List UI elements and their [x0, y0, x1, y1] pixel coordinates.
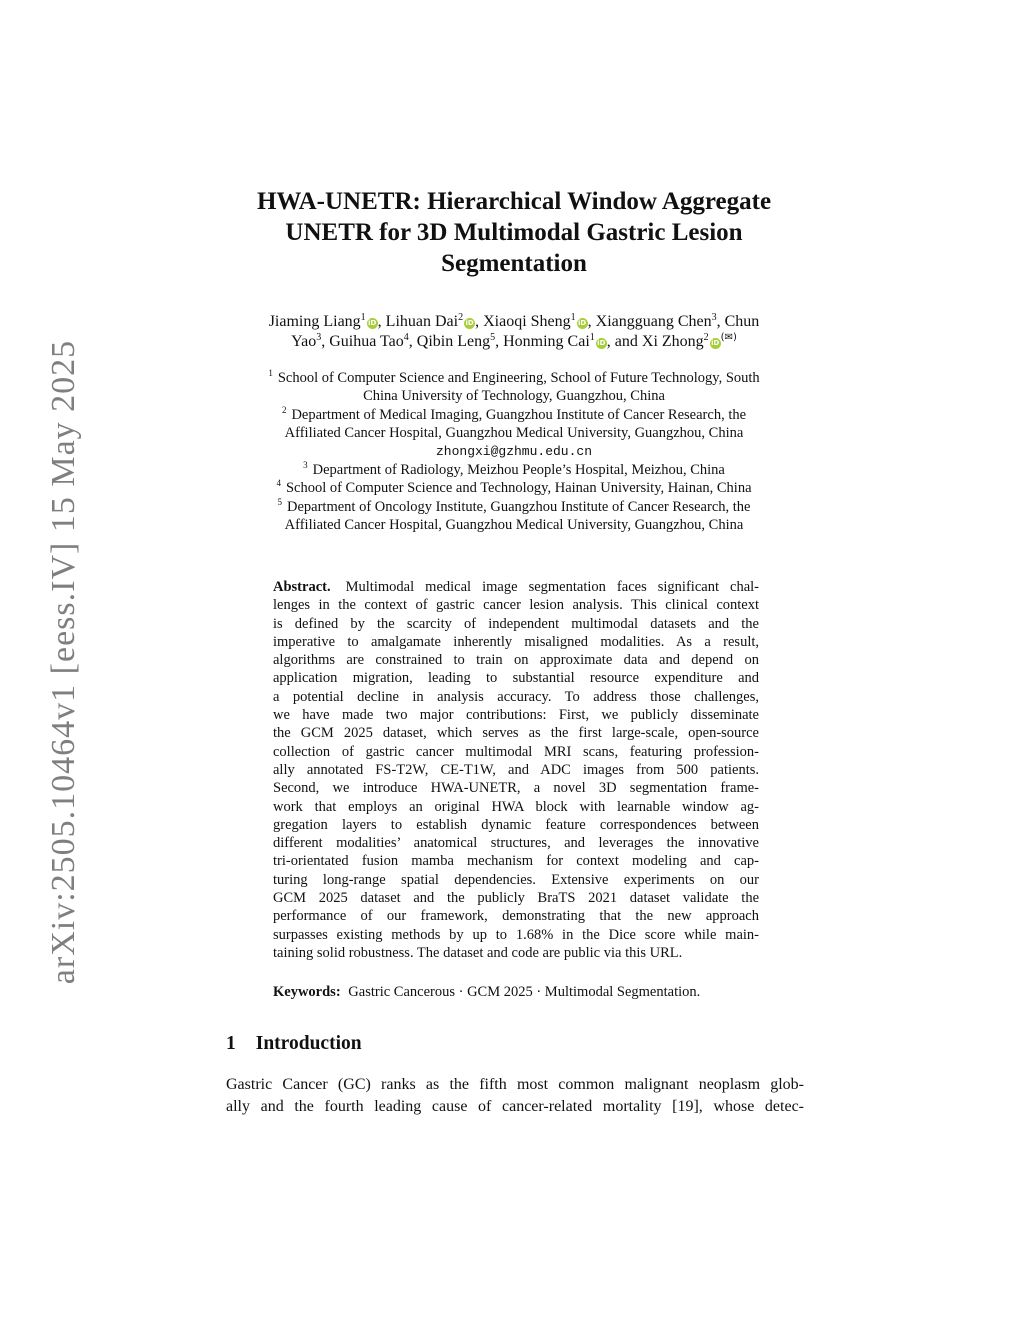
- paper-title: [200, 186, 828, 279]
- author-separator: ,: [377, 313, 386, 330]
- abstract-line-text: Multimodal medical image segmentation faces significant chal-: [345, 579, 759, 595]
- author-affil-sup: 2: [703, 332, 709, 343]
- abstract-line: collection of gastric cancer multimodal MRI scans, featuring profession-: [273, 743, 759, 760]
- orcid-icon: iD: [711, 339, 720, 347]
- author-line: [200, 312, 828, 332]
- orcid-icon: iD: [465, 319, 474, 327]
- author-separator: ,: [716, 313, 725, 330]
- author-name: Qibin Leng: [416, 333, 491, 350]
- author-affil-sup: 1: [570, 312, 576, 323]
- keywords: [273, 983, 759, 1001]
- abstract-line: lenges in the context of gastric cancer lesion analysis. This clinical context: [273, 597, 759, 614]
- affiliations: [200, 369, 828, 535]
- orcid-icon: iD: [578, 319, 587, 327]
- affiliation-line: [200, 424, 828, 442]
- abstract-line: a potential decline in analysis accuracy. To address those challenges,: [273, 688, 759, 705]
- author-affil-sup: 2: [458, 312, 464, 323]
- section-heading: [226, 1033, 362, 1055]
- intro-line: ally and the fourth leading cause of cancer-related mortality [19], whose detec-: [226, 1098, 804, 1115]
- title-line: UNETR for 3D Multimodal Gastric Lesion: [285, 219, 743, 246]
- affiliation-number: 3: [303, 460, 308, 471]
- abstract-line: tri-orientated fusion mamba mechanism for context modeling and cap-: [273, 853, 759, 870]
- affiliation-text: China University of Technology, Guangzhou, China: [363, 388, 665, 405]
- section-number: 1: [226, 1033, 236, 1054]
- affiliation-number: 4: [276, 478, 281, 489]
- abstract-line: gregation layers to establish dynamic feature correspondences between: [273, 816, 759, 833]
- abstract: [273, 578, 759, 962]
- affiliation-line: [200, 387, 828, 405]
- title-line: Segmentation: [441, 250, 587, 277]
- author-separator: , and: [606, 333, 642, 350]
- abstract-line: taining solid robustness. The dataset and code are public via this URL.: [273, 944, 683, 961]
- author-name: Jiaming Liang: [268, 313, 361, 330]
- abstract-line: imperative to amalgamate inherently misaligned modalities. As a result,: [273, 633, 759, 650]
- abstract-line: ally annotated FS-T2W, CE-T1W, and ADC images from 500 patients.: [273, 761, 759, 778]
- orcid-icon: iD: [597, 339, 606, 347]
- affiliation-text: Department of Oncology Institute, Guangzhou Institute of Cancer Research, the: [287, 498, 751, 515]
- author-separator: ,: [587, 313, 596, 330]
- abstract-line: different modalities’ anatomical structures, and leverages the innovative: [273, 835, 759, 852]
- author-name: Yao: [291, 333, 317, 350]
- keywords-label: Keywords:: [273, 984, 341, 1000]
- affiliation-line: [200, 369, 828, 387]
- abstract-line: performance of our framework, demonstrating that the new approach: [273, 908, 759, 925]
- affiliation-number: 1: [268, 368, 273, 378]
- author-line: Yao$^3$, Guihua Tao$^4$, Qibin Leng$^5$, Honming Cai$^1$ iD, and Xi Zhong$^2$ iD(✉): [291, 332, 737, 350]
- abstract-line: algorithms are constrained to train on approximate data and depend on: [273, 652, 759, 669]
- author-name: Honming Cai: [503, 333, 590, 350]
- intro-paragraph: [226, 1074, 804, 1118]
- affiliation-line: [200, 479, 828, 497]
- abstract-line: work that employs an original HWA block with learnable window ag-: [273, 798, 759, 815]
- author-name: Guihua Tao: [329, 333, 404, 350]
- abstract-line: Second, we introduce HWA-UNETR, a novel 3D segmentation frame-: [273, 780, 759, 797]
- author-separator: ,: [495, 333, 504, 350]
- author-affil-sup: 3: [711, 312, 717, 323]
- affiliation-number: 2: [281, 404, 287, 415]
- affiliation-text: School of Computer Science and Engineering, School of Future Technology, South: [277, 370, 760, 386]
- author-name: Xiaoqi Sheng: [483, 313, 571, 330]
- title-line: HWA-UNETR: Hierarchical Window Aggregate: [256, 188, 772, 215]
- author-separator: ,: [321, 333, 330, 350]
- affiliation-line: [200, 461, 828, 479]
- affiliation-line: [200, 406, 828, 424]
- affiliation-text: Affiliated Cancer Hospital, Guangzhou Medical University, Guangzhou, China: [284, 425, 744, 442]
- affiliation-text: Affiliated Cancer Hospital, Guangzhou Medical University, Guangzhou, China: [284, 517, 744, 534]
- abstract-label: Abstract.: [273, 579, 331, 595]
- email-address: zhongxi@gzhmu.edu.cn: [435, 443, 593, 459]
- author-separator: ,: [408, 333, 417, 350]
- section-title: Introduction: [255, 1033, 362, 1054]
- affiliation-line: [200, 498, 828, 516]
- abstract-line: surpasses existing methods by up to 1.68% in the Dice score while main-: [273, 926, 759, 943]
- abstract-line: [273, 578, 759, 596]
- abstract-line: GCM 2025 dataset and the publicly BraTS 2021 dataset validate the: [273, 890, 759, 907]
- author-affil-sup: 1: [589, 332, 595, 343]
- affiliation-text: School of Computer Science and Technology, Hainan University, Hainan, China: [285, 480, 752, 497]
- affiliation-text: Department of Medical Imaging, Guangzhou Institute of Cancer Research, the: [291, 406, 747, 423]
- author-affil-sup: 1: [360, 312, 366, 323]
- author-separator: ,: [475, 313, 484, 330]
- affiliation-text: Department of Radiology, Meizhou People’s Hospital, Meizhou, China: [312, 462, 725, 479]
- author-list: [200, 312, 828, 352]
- author-name: Chun: [724, 313, 760, 330]
- orcid-icon: iD: [368, 319, 377, 327]
- author-name: Xi Zhong: [641, 333, 704, 350]
- abstract-line: application migration, leading to substantial resource expenditure and: [273, 670, 759, 687]
- author-name: Lihuan Dai: [385, 313, 459, 330]
- author-affil-sup: 4: [403, 332, 409, 343]
- abstract-line: turing long-range spatial dependencies. Extensive experiments on our: [273, 871, 759, 888]
- author-name: Xiangguang Chen: [595, 313, 712, 330]
- affiliation-line: [200, 516, 828, 534]
- keywords-text: Gastric Cancerous · GCM 2025 · Multimodal Segmentation.: [348, 984, 701, 1000]
- abstract-line: the GCM 2025 dataset, which serves as the first large-scale, open-source: [273, 725, 759, 742]
- arxiv-stamp: arXiv:2505.10464v1 [eess.IV] 15 May 2025: [45, 339, 82, 985]
- abstract-line: is defined by the scarcity of independent multimodal datasets and the: [273, 615, 759, 632]
- affiliation-number: 5: [277, 496, 283, 507]
- author-affil-sup: 5: [490, 332, 496, 343]
- intro-line: Gastric Cancer (GC) ranks as the fifth most common malignant neoplasm glob-: [226, 1076, 804, 1093]
- author-affil-sup: 3: [316, 332, 322, 343]
- abstract-line: we have made two major contributions: First, we publicly disseminate: [273, 707, 759, 724]
